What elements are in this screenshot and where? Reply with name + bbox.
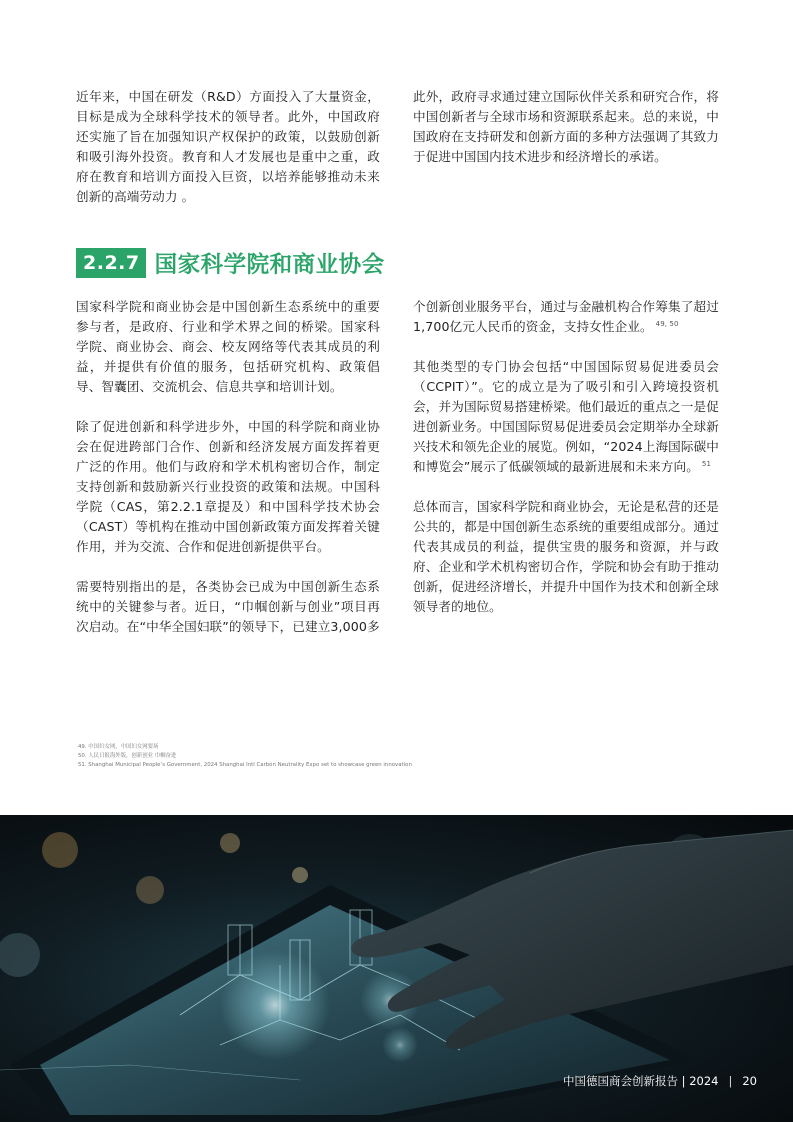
right-paragraph-1 <box>413 297 719 337</box>
section-title: 国家科学院和商业协会 <box>154 252 385 278</box>
footnote-49: 49. 中国妇女网，中国妇女网要场 <box>78 744 159 750</box>
footnote-51: 51. Shanghai Municipal People’s Government, 2024 Shanghai Intl Carbon Neutrality Expo set to showcase green innovation <box>78 762 412 769</box>
footnotes <box>78 743 718 771</box>
footnote-ref-49-50[interactable]: 49, 50 <box>655 319 679 328</box>
right-paragraph-2-text: 其他类型的专门协会包括“中国国际贸易促进委员会（CCPIT）”。它的成立是为了吸引和引入跨境投资机会，并为国际贸易搭建桥梁。他们最近的重点之一是促进创新业务。中国国际贸易促进委员会定期举办全球新兴技术和领先企业的展览。例如，“2024上海国际碳中和博览会”展示了低碳领域的最新进展和未来方向。 <box>413 359 719 474</box>
intro-right-column <box>413 87 719 167</box>
left-paragraph-3: 需要特别指出的是，各类协会已成为中国创新生态系统中的关键参与者。近日，“巾帼创新与创业”项目再次启动。在“中华全国妇联”的领导下，已建立3,000多 <box>76 579 380 634</box>
footer-separator: | <box>728 1074 733 1088</box>
footnote-50: 50. 人民日报海外版，创新创业 巾帼奋进 <box>78 753 177 760</box>
section-number: 2.2.7 <box>76 248 146 278</box>
intro-left-column <box>76 87 380 207</box>
right-column <box>413 297 719 617</box>
intro-right-paragraph: 此外，政府寻求通过建立国际伙伴关系和研究合作，将中国创新者与全球市场和资源联系起来。总的来说，中国政府在支持研发和创新方面的多种方法强调了其致力于促进中国国内技术进步和经济增长的承诺。 <box>413 89 719 164</box>
page-number: 20 <box>742 1074 757 1088</box>
report-title: 中国德国商会创新报告 | 2024 <box>563 1074 719 1088</box>
footnote-ref-51[interactable]: 51 <box>701 459 711 468</box>
left-column <box>76 297 380 637</box>
right-paragraph-1-text: 个创新创业服务平台，通过与金融机构合作筹集了超过1,700亿元人民币的资金，支持女性企业。 <box>413 299 719 334</box>
section-heading <box>76 248 385 278</box>
right-paragraph-3: 总体而言，国家科学院和商业协会，无论是私营的还是公共的，都是中国创新生态系统的重要组成部分。通过代表其成员的利益，提供宝贵的服务和资源，并与政府、企业和学术机构密切合作，学院和协会有助于推动创新，促进经济增长，并提升中国作为技术和创新全球领导者的地位。 <box>413 499 719 614</box>
left-paragraph-2: 除了促进创新和科学进步外，中国的科学院和商业协会在促进跨部门合作、创新和经济发展方面发挥着更广泛的作用。他们与政府和学术机构密切合作，制定支持创新和鼓励新兴行业投资的政策和法规。中国科学院（CAS，第2.2.1章提及）和中国科学技术协会（CAST）等机构在推动中国创新政策方面发挥着关键作用，并为交流、合作和促进创新提供平台。 <box>76 419 380 554</box>
intro-left-paragraph: 近年来，中国在研发（R&D）方面投入了大量资金，目标是成为全球科学技术的领导者。此外，中国政府还实施了旨在加强知识产权保护的政策，以鼓励创新和吸引海外投资。教育和人才发展也是重中之重，政府在教育和培训方面投入巨资，以培养能够推动未来创新的高端劳动力 。 <box>76 89 380 204</box>
page-footer <box>563 1073 757 1089</box>
right-paragraph-2 <box>413 357 719 477</box>
left-paragraph-1: 国家科学院和商业协会是中国创新生态系统中的重要参与者，是政府、行业和学术界之间的桥梁。国家科学院、商业协会、商会、校友网络等代表其成员的利益，并提供有价值的服务，包括研究机构、政策倡导、智囊团、交流机会、信息共享和培训计划。 <box>76 299 380 394</box>
